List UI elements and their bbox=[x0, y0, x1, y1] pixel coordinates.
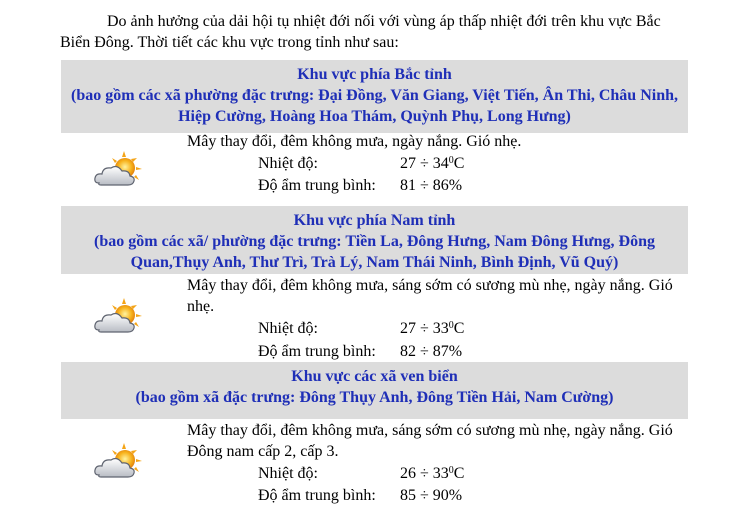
temperature-value: $27 \div 34^0C$ bbox=[400, 155, 465, 172]
temperature-label: Nhiệt độ: bbox=[258, 465, 318, 482]
intro-paragraph: Do ảnh hưởng của dải hội tụ nhiệt đới nối với vùng áp thấp nhiệt đới trên khu vực Bắc Biển Đông. Thời tiết các khu vực trong tỉnh như sau: bbox=[60, 13, 661, 51]
region-header-north bbox=[61, 60, 688, 133]
partly-cloudy-sun-icon bbox=[93, 150, 143, 190]
partly-cloudy-sun-icon bbox=[93, 297, 143, 337]
region-header-south bbox=[61, 206, 688, 274]
humidity-value: 81 ÷ 86% bbox=[400, 177, 463, 194]
region-title: Khu vực các xã ven biển bbox=[291, 368, 458, 385]
temperature-value: $26 \div 33^0C$ bbox=[400, 465, 465, 482]
region-subtitle: (bao gồm xã đặc trưng: Đông Thụy Anh, Đông Tiền Hải, Nam Cường) bbox=[135, 389, 614, 406]
region-description: Mây thay đổi, đêm không mưa, ngày nắng. Gió nhẹ. bbox=[187, 133, 522, 150]
region-description: Mây thay đổi, đêm không mưa, sáng sớm có sương mù nhẹ, ngày nắng. Gió nhẹ. bbox=[187, 277, 673, 315]
humidity-label: Độ ẩm trung bình: bbox=[258, 177, 376, 194]
region-subtitle: (bao gồm các xã phường đặc trưng: Đại Đồng, Văn Giang, Việt Tiến, Ân Thi, Châu Ninh, Hiệp Cường, Hoàng Hoa Thám, Quỳnh Phụ, Long Hưng) bbox=[71, 87, 678, 125]
humidity-label: Độ ẩm trung bình: bbox=[258, 343, 376, 360]
region-header-coastal bbox=[61, 362, 688, 419]
region-description: Mây thay đổi, đêm không mưa, sáng sớm có sương mù nhẹ, ngày nắng. Gió Đông nam cấp 2, cấp 3. bbox=[187, 422, 673, 460]
region-subtitle: (bao gồm các xã/ phường đặc trưng: Tiền La, Đông Hưng, Nam Đông Hưng, Đông Quan,Thụy Anh, Thư Trì, Trà Lý, Nam Thái Ninh, Bình Định, Vũ Quý) bbox=[94, 233, 655, 271]
temperature-label: Nhiệt độ: bbox=[258, 320, 318, 337]
humidity-label: Độ ẩm trung bình: bbox=[258, 487, 376, 504]
partly-cloudy-sun-icon bbox=[93, 442, 143, 482]
region-title: Khu vực phía Nam tỉnh bbox=[293, 212, 456, 229]
humidity-value: 85 ÷ 90% bbox=[400, 487, 463, 504]
region-title: Khu vực phía Bắc tỉnh bbox=[297, 66, 452, 83]
humidity-value: 82 ÷ 87% bbox=[400, 343, 463, 360]
temperature-value: $27 \div 33^0C$ bbox=[400, 320, 465, 337]
temperature-label: Nhiệt độ: bbox=[258, 155, 318, 172]
